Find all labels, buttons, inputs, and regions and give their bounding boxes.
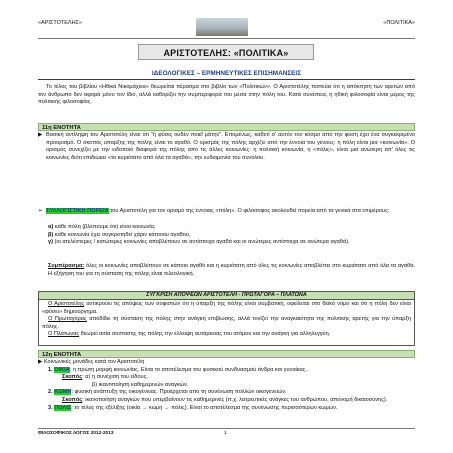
syllogism-paragraph	[38, 208, 415, 216]
section-11-paragraph	[38, 132, 415, 162]
section-12-body	[38, 359, 415, 412]
list-item: α) κάθε πόλη (βλέπουμε ότι) είναι κοινωνία,	[48, 224, 156, 230]
comparison-aristotle: Ο Αριστοτέλης αντικρούει τις απόψεις των σοφιστών ότι η ύπαρξη της πόλης είναι συμβατική, οφείλεται στο θεϊκό νόμο και ότι η πόλη δεν είναι «φύσει» δημιούργημα.	[42, 301, 411, 315]
page-header	[0, 18, 453, 40]
subtitle-rule	[38, 79, 415, 80]
section-11-text: Βασική αντίληψη του Αριστοτέλη είναι ότι "ἡ φύσις οὐδὲν ποιεῖ μάτην". Επομένως, καθετί σ' αυτόν τον κόσμο από την φύση έχει ένα συγκεκριμένο προορισμό. Ο σκοπός ύπαρξης της πόλης είναι το αγαθό. Ο ορισμός της πόλης αρχίζει από την έννοια του γένους: η πόλη είναι μια «κοινωνία». Ο ορισμός συνεχίζει με την ειδοποιό διαφορά της πόλης από τις άλλες κοινωνίες: η πολιτική κοινωνία, η «πόλις», είναι μια ανώτερη απ' όλες τις κοινωνίες διότι επιδιώκει «το κυριότατο από όλα τα αγαθά», την ευδαιμονία του συνόλου.	[46, 132, 415, 161]
header-left: «ΑΡΙΣΤΟΤΕΛΗΣ»	[38, 20, 82, 26]
syllogism-label: ΣΥΛΛΟΓΙΣΤΙΚΗ ΠΟΡΕΙΑ	[46, 208, 109, 214]
list-item-oikia-purpose: Σκοπός: α) η συνέχιση του είδους,	[62, 374, 148, 381]
list-item: γ) (οι ατελέστερες / κατώτερες κοινωνίες αποβλέπουν σε αντίστοιχα αγαθά και οι ανώτερες αντίστοιχα σε ανώτερα αγαθά).	[48, 239, 350, 246]
section-12-lead: ▶ Κοινωνικές μονάδες κατά τον Αριστοτέλη	[38, 359, 145, 365]
header-right: «ΠΟΛΙΤΙΚΑ»	[383, 20, 415, 26]
conclusion-paragraph	[38, 263, 415, 278]
conclusion-text: όλες οι κοινωνίες αποβλέπουν σε κάποιο αγαθό και η κυριότατη από όλες τις κοινωνίες αποβλέπει στο κυριότατο από όλα τα αγαθά. Η εξήγηση του για τη σύσταση της πόλης είναι τελεολογική.	[48, 263, 415, 277]
syllogism-text: του Αριστοτέλη για τον ορισμό της έννοιας «πόλη». Ο φιλόσοφος ακολουθεί πορεία από τα γενικά στα επιμέρους:	[108, 208, 390, 214]
bullet-icon: ▶	[38, 359, 44, 365]
header-acropolis-image	[196, 18, 248, 36]
section-subtitle: ΙΔΕΟΛΟΓΙΚΕΣ – ΕΡΜΗΝΕΥΤΙΚΕΣ ΕΠΙΣΗΜΑΝΣΕΙΣ	[151, 70, 302, 77]
page-number: 1	[224, 431, 227, 436]
bullet-icon: ▶	[38, 132, 43, 138]
section-11-heading: 11η ΕΝΟΤΗΤΑ	[38, 123, 415, 131]
list-item: β) κάθε κοινωνία έχει συγκροτηθεί χάριν κάποιου αγαθού,	[48, 231, 191, 238]
footer-left: ΦΙΛΟΣΟΦΙΚΟΣ ΛΟΓΟΣ 2012-2013	[38, 431, 114, 436]
intro-paragraph: Το τέλος του βιβλίου «Ηθικά Νικομάχεια» θεωρείται πέρασμα στο βιβλίο των «Πολιτικών». Ο Αριστοτέλης πιστεύει ότι η απόκτηση των αρετών από τον άνθρωπο δεν αφορά μόνο τον ίδιο, αλλά καθορίζει την συμπεριφορά του μέσα στην πόλη του. Κατά συνέπεια, η ηθική φιλοσοφία είναι μέρος της πολιτικής φιλοσοφίας.	[38, 84, 415, 106]
comparison-heading: ΣΥΓΚΡΙΣΗ ΑΠΟΨΕΩΝ ΑΡΙΣΤΟΤΕΛΗ - ΠΡΩΤΑΓΟΡΑ – ΠΛΑΤΩΝΑ	[39, 292, 414, 300]
list-item-oikia: 1. ΟΙΚΙΑ: η πρώτη μορφή κοινωνίας. Είναι το αποτέλεσμα του φυσικού συνδυασμού άνδρα και γυναίκας.	[48, 366, 308, 373]
comparison-body	[39, 300, 414, 339]
comparison-protagoras: Ο Πρωταγόρας αποδίδει τη σύσταση της πόλης στην ανάγκη επιβίωσης, αλλά τονίζει την αναγκαιότητα της πολιτικής αρετής για την ύπαρξη πόλης.	[42, 316, 411, 330]
arrow-icon: ➢	[38, 208, 43, 214]
comparison-box	[38, 291, 415, 346]
comparison-plato: Ο Πλάτωνας θεωρεί αιτία σύστασης της πόλης την έλλειψη αυτάρκειας του ατόμου και την ανάγκη για αλληλεγγύη.	[48, 331, 331, 338]
footer-rule	[38, 428, 415, 429]
conclusion-label: Συμπέρασμα:	[48, 263, 85, 269]
list-item-kome-purpose: Σκοπός: ικανοποίηση αναγκών που υπερβαίνουν τις καθημερινές (π.χ. λατρευτικές ανάγκες του ανθρώπου, απονομή δικαιοσύνης).	[62, 396, 388, 403]
list-item-oikia-purpose-b: β) ικανοποίηση καθημερινών αναγκών.	[92, 381, 189, 388]
section-12-heading: 12η ΕΝΟΤΗΤΑ	[38, 350, 415, 358]
syllogism-list	[38, 224, 415, 247]
header-rule	[38, 38, 415, 39]
list-item-polis: 3. ΠΟΛΙΣ: το τέλος της εξέλιξης (οικία → κώμη → πόλις). Είναι το αποτέλεσμα της συνένωσης περισσότερων κωμών.	[48, 404, 338, 411]
list-item-kome: 2. ΚΩΜΗ: φυσική ανάπτυξη της οικογένειας. Προέρχεται από τη συνένωση πολλών οικογενειών.	[48, 389, 287, 396]
document-title: ΑΡΙΣΤΟΤΕΛΗΣ: «ΠΟΛΙΤΙΚΑ»	[138, 44, 314, 60]
